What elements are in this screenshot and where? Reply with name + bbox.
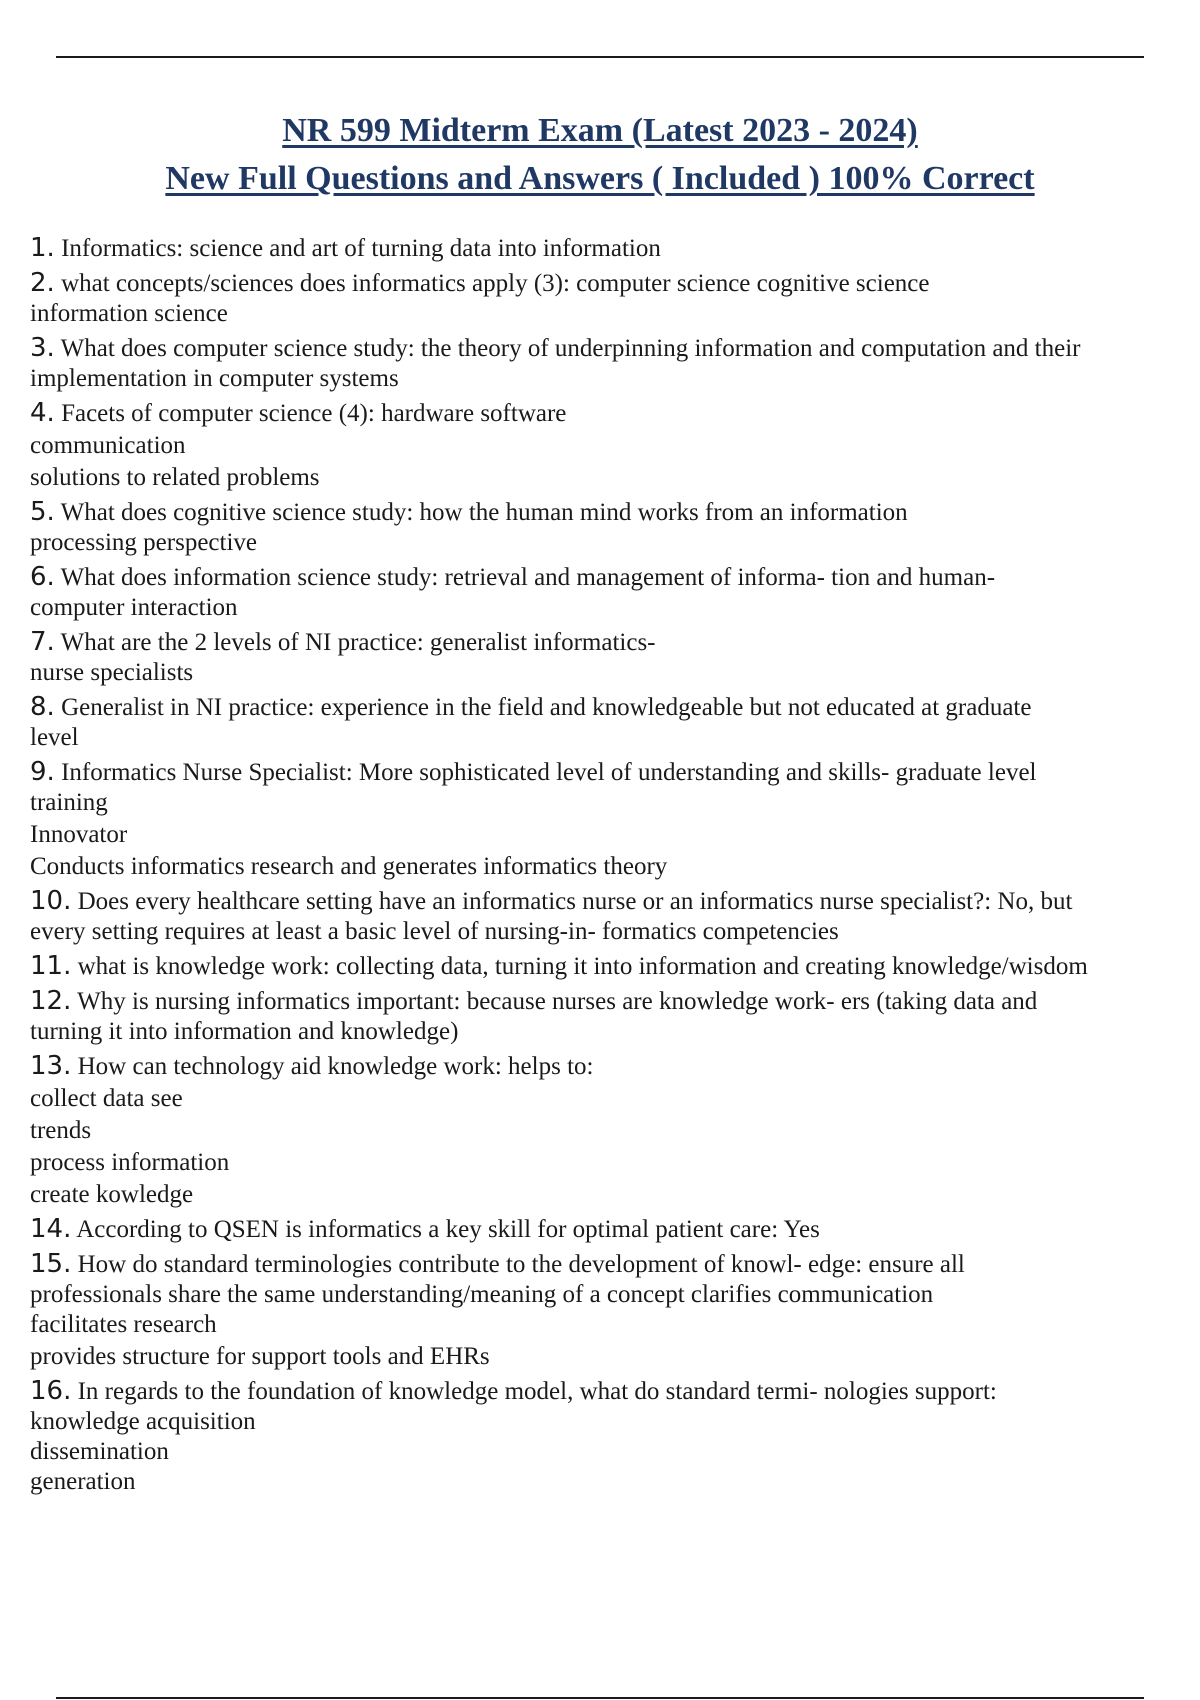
question-item (30, 886, 1200, 947)
question-item (30, 627, 1200, 688)
question-item (30, 692, 1200, 753)
question-number: 13. (30, 1051, 72, 1081)
document-title: NR 599 Midterm Exam (Latest 2023 - 2024) (282, 112, 918, 149)
question-number: 16. (30, 1376, 72, 1406)
question-text (30, 627, 1200, 658)
document-subtitle: New Full Questions and Answers ( Included ) 100% Correct (165, 160, 1035, 197)
bottom-rule (56, 1697, 1144, 1699)
question-line-text: How can technology aid knowledge work: helps to: (77, 1053, 594, 1080)
question-continuation: collect data see (30, 1085, 183, 1112)
question-text (30, 333, 1200, 364)
question-line-text: Generalist in NI practice: experience in the field and knowledgeable but not educated at graduate (61, 694, 1032, 721)
question-item (30, 333, 1200, 394)
question-line-text: What are the 2 levels of NI practice: generalist informatics- (60, 629, 656, 656)
question-item (30, 268, 1200, 329)
question-continuation: Innovator (30, 821, 128, 848)
question-number: 14. (30, 1214, 72, 1244)
question-item (30, 1051, 1200, 1210)
question-continuation: communication (30, 432, 186, 459)
question-continuation: level (30, 724, 79, 751)
question-continuation: implementation in computer systems (30, 365, 399, 392)
question-line-text: Does every healthcare setting have an informatics nurse or an informatics nurse specialist?: No, but (77, 888, 1073, 915)
question-number: 6. (30, 562, 55, 592)
question-item (30, 757, 1200, 882)
question-continuation: create kowledge (30, 1181, 194, 1208)
question-number: 9. (30, 757, 55, 787)
question-line-text: What does cognitive science study: how the human mind works from an information (60, 499, 908, 526)
question-number: 2. (30, 268, 55, 298)
question-line-text: According to QSEN is informatics a key skill for optimal patient care: Yes (76, 1216, 820, 1243)
question-continuation: facilitates research (30, 1311, 217, 1338)
question-number: 12. (30, 986, 72, 1016)
question-text (30, 986, 1200, 1017)
question-line-text: what concepts/sciences does informatics apply (3): computer science cognitive science (61, 270, 930, 297)
question-continuation: computer interaction (30, 594, 238, 621)
question-text (30, 497, 1200, 528)
question-continuation: generation (30, 1468, 136, 1495)
question-number: 8. (30, 692, 55, 722)
question-item (30, 1376, 1200, 1497)
question-text (30, 692, 1200, 723)
question-text (30, 1249, 1200, 1280)
question-item (30, 233, 1200, 264)
question-line-text: How do standard terminologies contribute to the development of knowl- edge: ensure all (77, 1251, 965, 1278)
question-number: 10. (30, 886, 72, 916)
question-item (30, 562, 1200, 623)
question-number: 1. (30, 233, 55, 263)
question-line-text: what is knowledge work: collecting data, turning it into information and creating knowledge/wisdom (77, 953, 1088, 980)
question-line-text: Facets of computer science (4): hardware software (61, 400, 567, 427)
question-text (30, 757, 1200, 788)
question-line-text: Why is nursing informatics important: because nurses are knowledge work- ers (taking data and (77, 988, 1038, 1015)
question-item (30, 398, 1200, 493)
question-line-text: What does computer science study: the theory of underpinning information and computation and their (60, 335, 1081, 362)
question-continuation: every setting requires at least a basic level of nursing-in- formatics competencies (30, 918, 839, 945)
question-continuation: information science (30, 300, 228, 327)
question-line-text: In regards to the foundation of knowledge model, what do standard termi- nologies support: (77, 1378, 997, 1405)
question-continuation: Conducts informatics research and generates informatics theory (30, 853, 668, 880)
question-number: 7. (30, 627, 55, 657)
question-number: 5. (30, 497, 55, 527)
question-number: 3. (30, 333, 55, 363)
question-item (30, 497, 1200, 558)
question-text (30, 951, 1200, 982)
question-text (30, 1376, 1200, 1407)
question-text (30, 886, 1200, 917)
question-item (30, 1214, 1200, 1245)
question-text (30, 562, 1200, 593)
question-line-text: What does information science study: retrieval and management of informa- tion and human- (60, 564, 996, 591)
question-text (30, 1051, 1200, 1082)
question-continuation: processing perspective (30, 529, 258, 556)
question-line-text: Informatics: science and art of turning data into information (61, 235, 661, 262)
question-text (30, 398, 1200, 429)
question-continuation: process information (30, 1149, 230, 1176)
question-text (30, 233, 1200, 264)
question-continuation: trends (30, 1117, 92, 1144)
question-number: 11. (30, 951, 72, 981)
top-rule (56, 56, 1144, 58)
question-continuation: provides structure for support tools and EHRs (30, 1343, 490, 1370)
question-continuation: dissemination (30, 1438, 169, 1465)
question-continuation: nurse specialists (30, 659, 194, 686)
question-item (30, 951, 1200, 982)
question-continuation: professionals share the same understanding/meaning of a concept clarifies communication (30, 1281, 934, 1308)
question-list (30, 233, 1200, 1501)
question-continuation: solutions to related problems (30, 464, 320, 491)
question-text (30, 1214, 1200, 1245)
question-item (30, 1249, 1200, 1372)
question-number: 4. (30, 398, 55, 428)
question-continuation: knowledge acquisition (30, 1408, 256, 1435)
question-continuation: training (30, 789, 108, 816)
question-number: 15. (30, 1249, 72, 1279)
question-continuation: turning it into information and knowledge) (30, 1018, 459, 1045)
question-line-text: Informatics Nurse Specialist: More sophisticated level of understanding and skills- graduate level (61, 759, 1037, 786)
question-text (30, 268, 1200, 299)
question-item (30, 986, 1200, 1047)
